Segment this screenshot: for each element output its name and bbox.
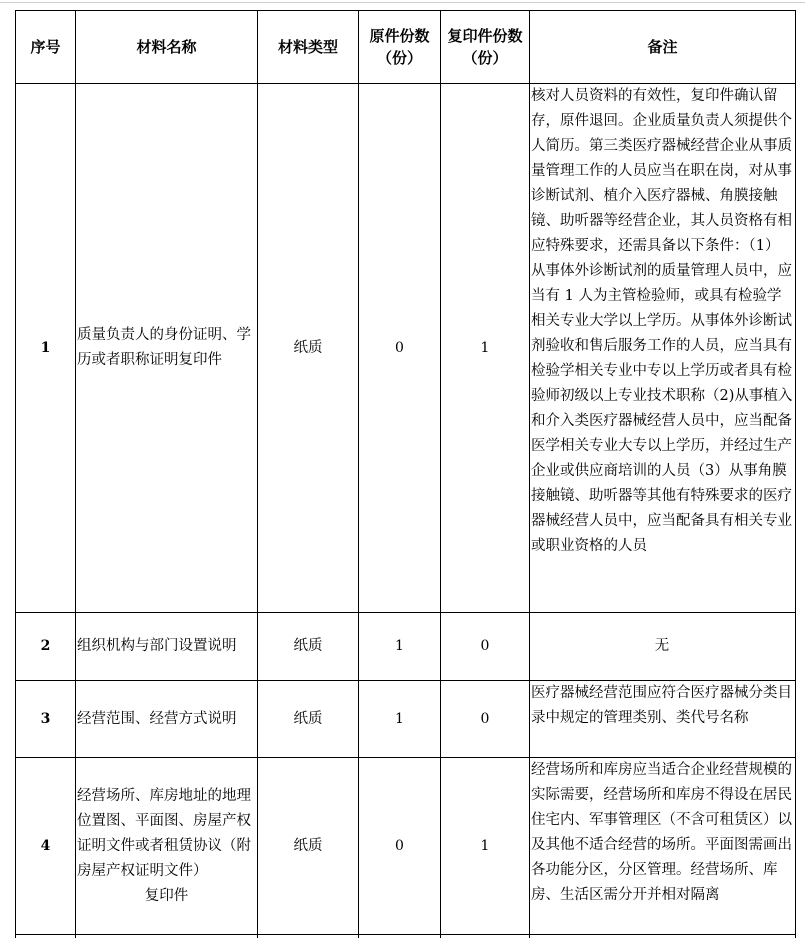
continuation-cell	[359, 935, 441, 938]
header-originals-line2: （份）	[376, 49, 422, 67]
row-index: 3	[16, 681, 76, 758]
row-originals-count: 0	[359, 84, 441, 613]
row-material-name-main: 经营场所、库房地址的地理位置图、平面图、房屋产权证明文件或者租赁协议（附房屋产权证明文件）	[77, 787, 251, 879]
table-row	[16, 758, 796, 935]
header-copies-line2: （份）	[462, 49, 508, 67]
row-remarks: 无	[530, 613, 796, 681]
row-material-type: 纸质	[258, 613, 359, 681]
row-copies-count: 1	[441, 758, 530, 935]
header-copies-line1: 复印件份数	[447, 27, 523, 45]
page-top-rule	[0, 2, 805, 3]
header-originals	[359, 11, 441, 84]
row-originals-count: 0	[359, 758, 441, 935]
row-remarks: 医疗器械经营范围应符合医疗器械分类目录中规定的管理类别、类代号名称	[530, 681, 796, 758]
table-row	[16, 84, 796, 613]
row-material-name	[76, 758, 258, 935]
table-header-row	[16, 11, 796, 84]
row-material-name: 质量负责人的身份证明、学历或者职称证明复印件	[76, 84, 258, 613]
continuation-cell	[16, 935, 76, 938]
row-material-name-tail: 复印件	[144, 887, 189, 904]
continuation-cell	[76, 935, 258, 938]
row-index: 4	[16, 758, 76, 935]
table-row-continuation	[16, 935, 796, 938]
row-originals-count: 1	[359, 681, 441, 758]
header-name: 材料名称	[76, 11, 258, 84]
row-index: 1	[16, 84, 76, 613]
header-originals-line1: 原件份数	[369, 27, 430, 45]
row-copies-count: 1	[441, 84, 530, 613]
row-remarks: 经营场所和库房应当适合企业经营规模的实际需要，经营场所和库房不得设在居民住宅内、军事管理区（不含可租赁区）以及其他不适合经营的场所。平面图需画出各功能分区，分区管理。经营场所、库房、生活区需分开并相对隔离	[530, 758, 796, 935]
row-material-name: 经营范围、经营方式说明	[76, 681, 258, 758]
continuation-cell	[441, 935, 530, 938]
continuation-cell	[258, 935, 359, 938]
header-index: 序号	[16, 11, 76, 84]
row-material-type: 纸质	[258, 681, 359, 758]
header-copies	[441, 11, 530, 84]
row-copies-count: 0	[441, 613, 530, 681]
materials-table	[15, 10, 796, 938]
row-material-type: 纸质	[258, 84, 359, 613]
header-remarks: 备注	[530, 11, 796, 84]
header-type: 材料类型	[258, 11, 359, 84]
row-index: 2	[16, 613, 76, 681]
row-originals-count: 1	[359, 613, 441, 681]
row-remarks: 核对人员资料的有效性，复印件确认留存，原件退回。企业质量负责人须提供个人简历。第三类医疗器械经营企业从事质量管理工作的人员应当在职在岗，对从事诊断试剂、植介入医疗器械、角膜接触镜、助听器等经营企业，其人员资格有相应特殊要求，还需具备以下条件：（1）从事体外诊断试剂的质量管理人员中，应当有 1 人为主管检验师，或具有检验学相关专业大学以上学历。从事体外诊断试剂验收和售后服务工作的人员，应当具有检验学相关专业中专以上学历或者具有检验师初级以上专业技术职称（2)从事植入和介入类医疗器械经营人员中，应当配备医学相关专业大专以上学历，并经过生产企业或供应商培训的人员（3）从事角膜接触镜、助听器等其他有特殊要求的医疗器械经营人员中，应当配备具有相关专业或职业资格的人员	[530, 84, 796, 613]
row-copies-count: 0	[441, 681, 530, 758]
row-material-name: 组织机构与部门设置说明	[76, 613, 258, 681]
table-row	[16, 681, 796, 758]
row-material-type: 纸质	[258, 758, 359, 935]
table-row	[16, 613, 796, 681]
continuation-cell	[530, 935, 796, 938]
